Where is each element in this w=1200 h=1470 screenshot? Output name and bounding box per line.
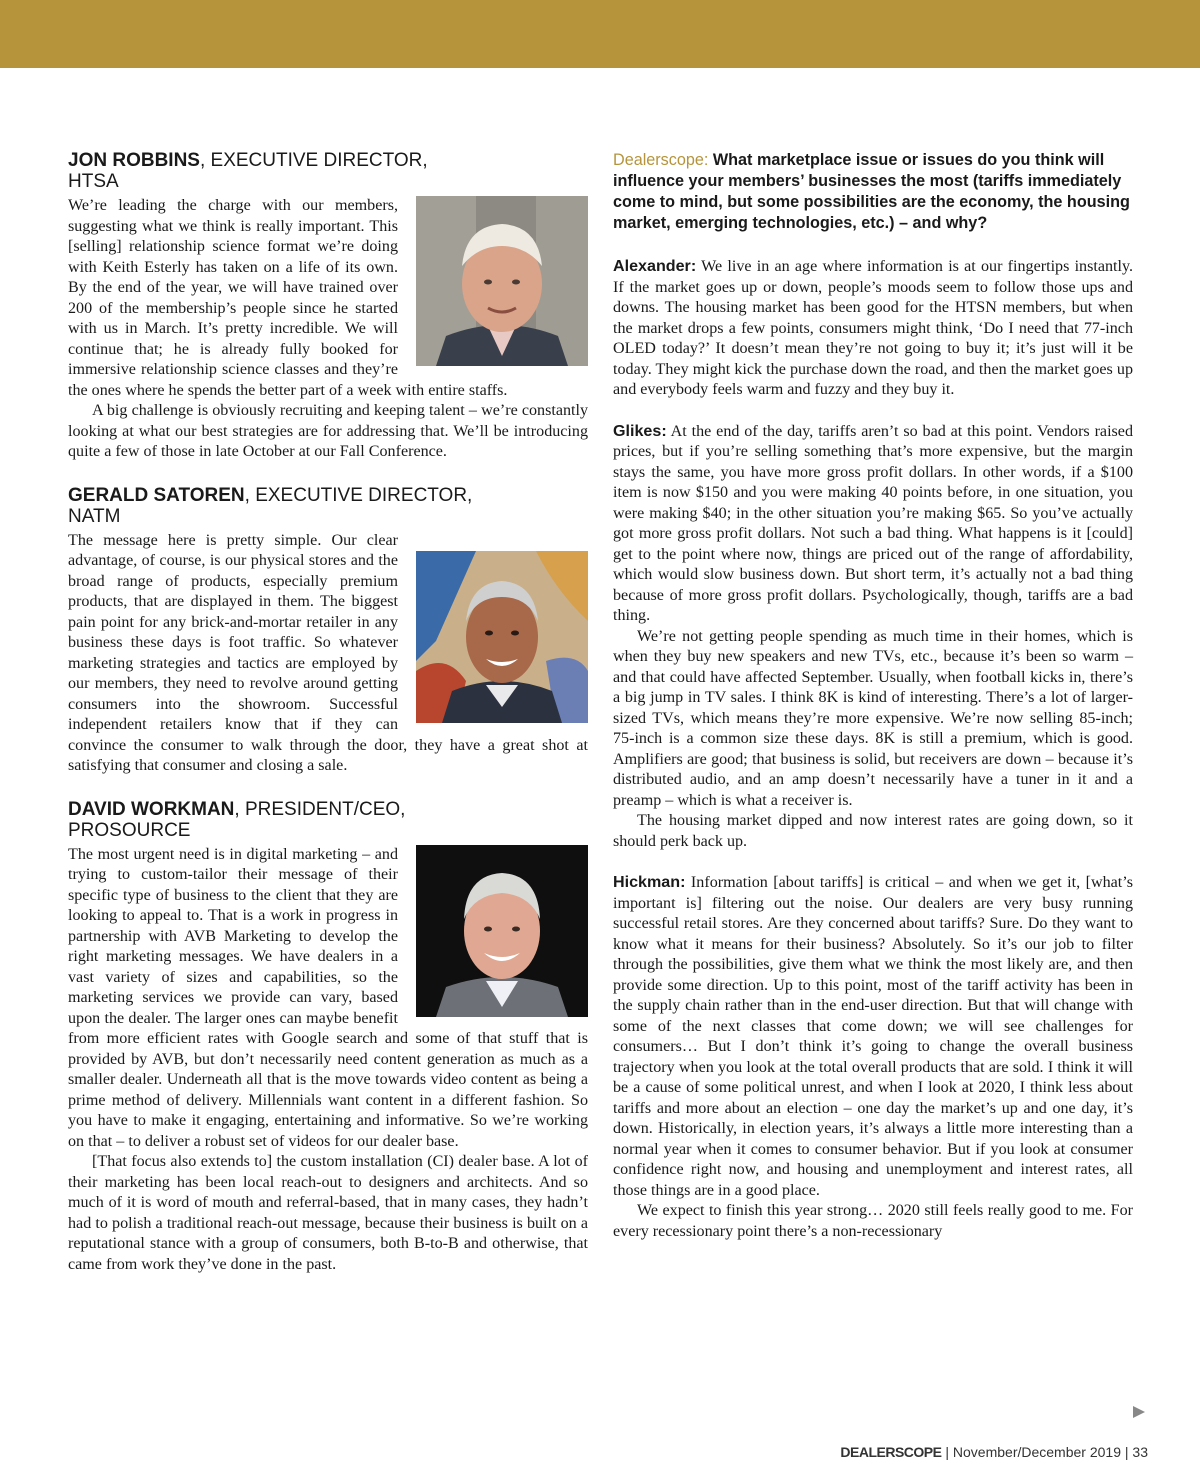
- answer-text: Information [about tariffs] is critical – and when we get it, [what’s important is] filtering out the noise. Our dealers are very busy running successful retail stores. Are they concerned about tariffs? Sure. Do they want to know what it means for their business? Absolutely. So it’s our job to filter through the possibilities, give them what we think the most likely are, and then provide some direction. Up to this point, most of the tariff activity has been in the supply chain rather than in the end-user direction. But that will change with some of the next classes that come down; we will see challenges for consumers… But I don’t think it’s going to change the overall business trajectory when you look at the total overall products that are sold. I think it will be a cause of some political unrest, and when I look at 2020, I think less about tariffs and more about an election – one day the market’s up and one day, it’s down. Historically, in election years, it’s always a little more interesting than a normal year when it comes to consumer behavior. But if you look at consumer confidence right now, and housing and unemployment and interest rates, all those things are in a good place.: [613, 874, 1133, 1199]
- person-name: DAVID WORKMAN: [68, 798, 235, 820]
- profile-david-workman: [68, 799, 588, 1276]
- paragraph: The most urgent need is in digital marketing – and trying to custom-tailor their message of their specific type of business to the client that they are looking to appeal to. That is a work in progress in partnership with AVB Marketing to develop the right marketing messages. We have dealers in a vast variety of sizes and capabilities, so the marketing services we provide can vary, based upon the dealer. The larger ones can maybe benefit from more efficient rates with Google search and some of that stuff that is provided by AVB, but don’t necessarily need content generation as much as a smaller dealer. Underneath all that is the move towards video content as being a prime method of delivery. Millennials want content in a different fashion. So you have to make it engaging, entertaining and informative. So we’re working on that – to deliver a robust set of videos for our dealer base.: [68, 845, 588, 1150]
- section-heading: [68, 485, 588, 527]
- person-name: GERALD SATOREN: [68, 484, 245, 506]
- paragraph: The message here is pretty simple. Our clear advantage, of course, is our physical stores and the broad range of products, especially premium products, that are displayed in them. The biggest pain point for any brick-and-mortar retailer in any business these days is foot traffic. So whatever marketing strategies and tactics are employed by our members, they need to revolve around getting consumers into the showroom. Successful independent retailers know that if they can convince the consumer to walk through the door, they have a great shot at satisfying that consumer and closing a sale.: [68, 531, 588, 774]
- section-body: [68, 196, 588, 463]
- profile-jon-robbins: [68, 150, 588, 463]
- speaker-label: Glikes:: [613, 421, 667, 440]
- section-heading: [68, 799, 588, 841]
- paragraph: We expect to finish this year strong… 2020 still feels really good to me. For every recessionary point there’s a non-recessionary: [613, 1202, 1133, 1240]
- section-heading: [68, 150, 588, 192]
- jon-robbins-photo: [416, 196, 588, 366]
- left-column: [68, 150, 588, 1297]
- answer-text: We live in an age where information is at our fingertips instantly. If the market goes up or down, people’s moods seem to follow those ups and downs. The housing market has been good for the HTSN members, but when the market drops a few points, consumers might think, ‘Do I need that 77-inch OLED today?’ It doesn’t mean they’re not going to buy it; it’s just will it be today. They might kick the purchase down the road, and then the market goes up and everybody feels warm and fuzzy and they buy it.: [613, 258, 1133, 398]
- paragraph: The housing market dipped and now interest rates are going down, so it should perk back up.: [613, 812, 1133, 850]
- page-footer: [840, 1444, 1148, 1460]
- continue-arrow-icon: [1133, 1406, 1145, 1418]
- right-column: [613, 150, 1133, 1262]
- organization: HTSA: [68, 171, 119, 192]
- organization: NATM: [68, 505, 121, 527]
- interview-question: [613, 150, 1133, 234]
- answer-glikes: [613, 421, 1133, 853]
- footer-separator: |: [1121, 1444, 1133, 1460]
- paragraph: A big challenge is obviously recruiting and keeping talent – we’re constantly looking at what our best strategies are for addressing that. We’ll be introducing quite a few of those in late October at our Fall Conference.: [68, 402, 588, 460]
- person-title: , EXECUTIVE DIRECTOR,: [199, 150, 428, 171]
- speaker-label: Hickman:: [613, 873, 686, 891]
- footer-separator: |: [941, 1444, 953, 1460]
- david-workman-photo: [416, 845, 588, 1017]
- speaker-label: Alexander:: [613, 257, 697, 275]
- answer-hickman: [613, 872, 1133, 1242]
- section-body: [68, 531, 588, 777]
- paragraph: We’re not getting people spending as much time in their homes, which is when they buy new speakers and new TVs, etc., because it’s been so warm – and that could have affected September. Usually, when football kicks in, there’s a big jump in TV sales. I think 8K is kind of interesting. There’s a lot of larger-sized TVs, which means they’re more expensive. We’re now selling 85-inch; 75-inch is a common size these days. 8K is still a premium, which is good. Amplifiers are good; that business is solid, but receivers are down – because it’s distributed audio, and an amp doesn’t necessarily have a tuner in it and a preamp – which is what a receiver is.: [613, 627, 1133, 809]
- paragraph: [613, 256, 1133, 401]
- gerald-satoren-photo: [416, 551, 588, 723]
- answer-text: At the end of the day, tariffs aren’t so bad at this point. Vendors raised prices, but if you’re selling something that’s more expensive, but the margin stays the same, you have more gross profit dollars. In other words, if a $100 item is now $150 and you were making 40 points before, in one situation, you were making $40; in the other situation you’re making $65. So you’ve actually got more gross profit dollars. Not such a bad thing. What happens is it [could] get to the point where now, things are priced out of the range of affordability, which would slow business down. But short term, it’s actually not a bad thing because of more gross profit dollars. Psychologically, though, tariffs are a bad thing.: [613, 422, 1133, 624]
- page-number: 33: [1132, 1444, 1148, 1460]
- person-title: , PRESIDENT/CEO,: [234, 798, 406, 820]
- organization: PROSOURCE: [68, 819, 191, 841]
- profile-gerald-satoren: [68, 485, 588, 777]
- paragraph: [613, 872, 1133, 1201]
- paragraph: [613, 421, 1133, 627]
- paragraph: [That focus also extends to] the custom installation (CI) dealer base. A lot of their marketing has been local reach-out to designers and architects. And so much of it is word of mouth and referral-based, that in many cases, they hadn’t had to polish a traditional reach-out message, because their business is built on a reputational stance with a group of consumers, both B-to-B and otherwise, that came from work they’ve done in the past.: [68, 1153, 588, 1273]
- question-label: Dealerscope:: [613, 151, 709, 169]
- paragraph: We’re leading the charge with our members, suggesting what we think is really important. This [selling] relationship science format we’re doing with Keith Esterly has taken on a life of its own. By the end of the year, we will have trained over 200 of the membership’s people since he started with us in March. It’s pretty incredible. We will continue that; he is already fully booked for immersive relationship science classes and they’re the ones where he spends the better part of a week with entire staffs.: [68, 197, 508, 399]
- header-color-bar: [0, 0, 1200, 68]
- person-name: JON ROBBINS: [68, 150, 200, 171]
- issue-date: November/December 2019: [952, 1444, 1121, 1460]
- question-text: What marketplace issue or issues do you think will influence your members’ businesses the most (tariffs immediately come to mind, but some possibilities are the economy, the housing market, emerging technologies, etc.) – and why?: [613, 151, 1130, 232]
- section-body: [68, 845, 588, 1276]
- answer-alexander: [613, 256, 1133, 401]
- magazine-brand: DEALERSCOPE: [840, 1444, 942, 1460]
- person-title: , EXECUTIVE DIRECTOR,: [244, 484, 473, 506]
